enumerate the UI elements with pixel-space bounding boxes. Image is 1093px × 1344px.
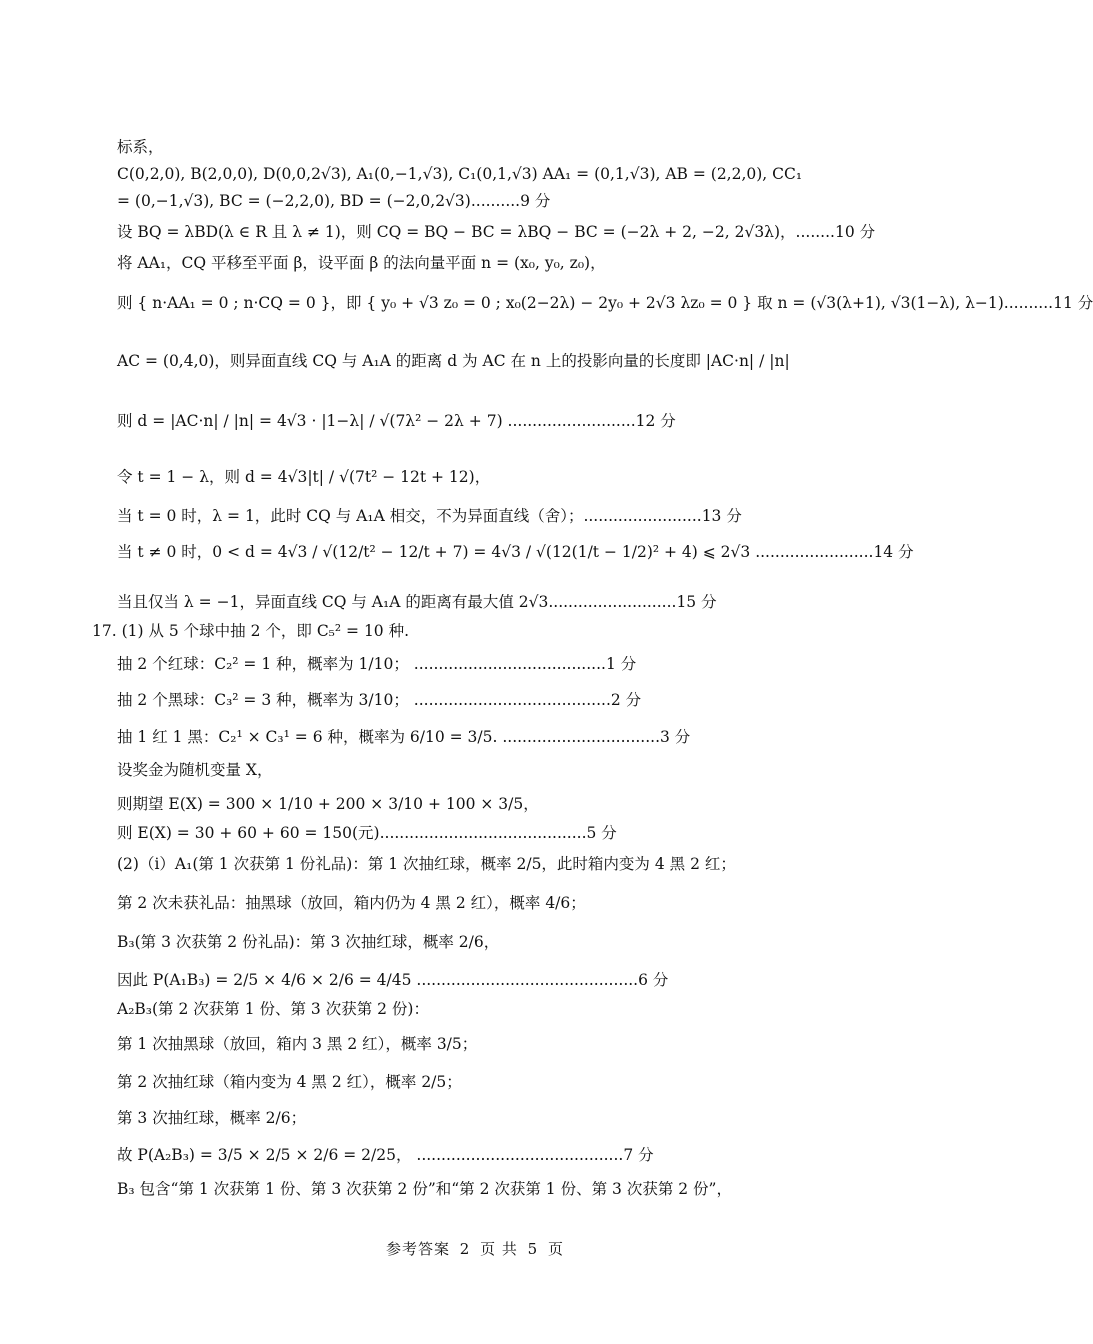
text-line: 则 d = |AC·n| / |n| = 4√3 · |1−λ| / √(7λ² − 2λ + 7) ..........................12 分 (117, 412, 676, 430)
text-line: 抽 2 个红球：C₂² = 1 种，概率为 1/10； .......................................1 分 (117, 655, 637, 673)
text-line: 当 t ≠ 0 时，0 < d = 4√3 / √(12/t² − 12/t + 7) = 4√3 / √(12(1/t − 1/2)² + 4) ⩽ 2√3 ........................14 分 (117, 543, 914, 561)
text-line: 当且仅当 λ = −1，异面直线 CQ 与 A₁A 的距离有最大值 2√3..........................15 分 (117, 593, 717, 611)
text-line: 抽 1 红 1 黑：C₂¹ × C₃¹ = 6 种，概率为 6/10 = 3/5. ................................3 分 (117, 728, 691, 746)
text-line: B₃(第 3 次获第 2 份礼品)：第 3 次抽红球，概率 2/6， (117, 933, 500, 951)
text-line: AC = (0,4,0)，则异面直线 CQ 与 A₁A 的距离 d 为 AC 在 n 上的投影向量的长度即 |AC·n| / |n| (117, 352, 790, 370)
footer-suffix: 页 (548, 1240, 565, 1258)
text-line: 第 2 次未获礼品：抽黑球（放回，箱内仍为 4 黑 2 红），概率 4/6； (117, 894, 586, 912)
footer-page-number: 2 (459, 1240, 471, 1258)
text-line: 标系， (117, 138, 164, 156)
text-line: 则 { n·AA₁ = 0 ; n·CQ = 0 }，即 { y₀ + √3 z₀ = 0 ; x₀(2−2λ) − 2y₀ + 2√3 λz₀ = 0 } 取 n = (√3(λ+1), √3(1−λ), λ−1)..........11 分 (117, 294, 1093, 312)
text-line: 17. (1) 从 5 个球中抽 2 个，即 C₅² = 10 种. (92, 622, 410, 640)
text-line: 第 1 次抽黑球（放回，箱内 3 黑 2 红），概率 3/5； (117, 1035, 478, 1053)
text-line: 令 t = 1 − λ，则 d = 4√3|t| / √(7t² − 12t + 12)， (117, 468, 491, 486)
text-line: 因此 P(A₁B₃) = 2/5 × 4/6 × 2/6 = 4/45 .............................................6 分 (117, 971, 669, 989)
page-footer (0, 1238, 950, 1259)
text-line: 设奖金为随机变量 X， (117, 761, 273, 779)
text-line: 则期望 E(X) = 300 × 1/10 + 200 × 3/10 + 100 × 3/5， (117, 795, 539, 813)
footer-label: 参考答案 (385, 1240, 450, 1258)
text-line: 将 AA₁，CQ 平移至平面 β，设平面 β 的法向量平面 n = (x₀, y₀, z₀)， (117, 254, 606, 272)
footer-of: 页 共 (480, 1240, 518, 1258)
footer-total-pages: 5 (527, 1240, 539, 1258)
text-line: 当 t = 0 时，λ = 1，此时 CQ 与 A₁A 相交，不为异面直线（舍）；........................13 分 (117, 507, 742, 525)
text-line: 故 P(A₂B₃) = 3/5 × 2/5 × 2/6 = 2/25， ..........................................7 分 (117, 1146, 654, 1164)
text-line: 设 BQ = λBD(λ ∈ R 且 λ ≠ 1)，则 CQ = BQ − BC = λBQ − BC = (−2λ + 2, −2, 2√3λ)，........10 分 (117, 223, 876, 241)
text-line: 第 2 次抽红球（箱内变为 4 黑 2 红），概率 2/5； (117, 1073, 462, 1091)
text-line: B₃ 包含“第 1 次获第 1 份、第 3 次获第 2 份”和“第 2 次获第 1 份、第 3 次获第 2 份”， (117, 1180, 732, 1198)
text-line: C(0,2,0), B(2,0,0), D(0,0,2√3), A₁(0,−1,√3), C₁(0,1,√3) AA₁ = (0,1,√3), AB = (2,2,0), CC₁ (117, 165, 803, 183)
text-line: 第 3 次抽红球，概率 2/6； (117, 1109, 307, 1127)
text-line: 抽 2 个黑球：C₃² = 3 种，概率为 3/10； ........................................2 分 (117, 691, 642, 709)
text-line: 则 E(X) = 30 + 60 + 60 = 150(元)..........................................5 分 (117, 824, 617, 842)
text-line: A₂B₃(第 2 次获第 1 份、第 3 次获第 2 份)： (117, 1000, 429, 1018)
text-line: (2)（ⅰ）A₁(第 1 次获第 1 份礼品)：第 1 次抽红球，概率 2/5，此时箱内变为 4 黑 2 红； (117, 855, 736, 873)
text-line: = (0,−1,√3), BC = (−2,2,0), BD = (−2,0,2√3)..........9 分 (117, 192, 551, 210)
